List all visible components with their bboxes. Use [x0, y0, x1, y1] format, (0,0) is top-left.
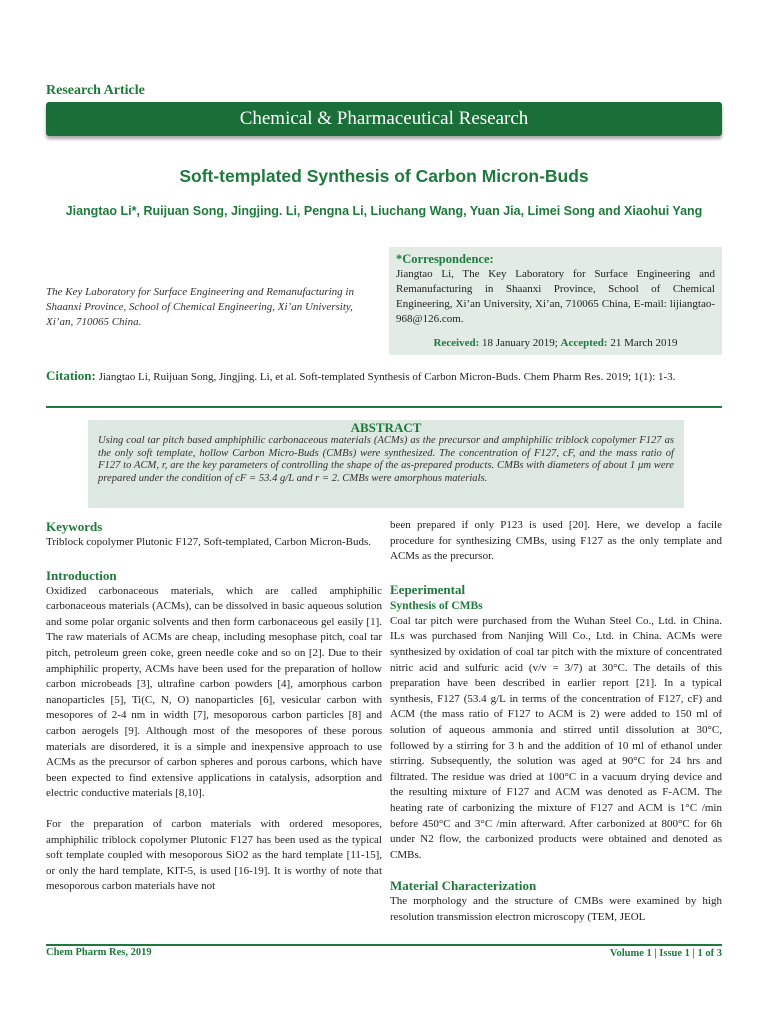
experimental-heading: Eeperimental [390, 581, 466, 597]
correspondence-box [389, 247, 722, 355]
footer-journal: Chem Pharm Res, 2019 [46, 947, 152, 958]
introduction-heading: Introduction [46, 567, 117, 583]
received-accepted-line [396, 336, 715, 351]
synthesis-heading: Synthesis of CMBs [390, 599, 483, 612]
characterization-heading: Material Characterization [390, 878, 537, 894]
citation [46, 368, 722, 385]
characterization-text: The morphology and the structure of CMBs were examined by high resolution transmission electron microscopy (TEM, JEOL [390, 895, 722, 923]
abstract-body: Using coal tar pitch based amphiphilic carbonaceous materials (ACMs) as the precursor and amphiphilic triblock copolymer F127 as the only soft template, hollow Carbon Micro-Buds (CMBs) were synthesized. The concentration of F127, cF, and the mass ratio of F127 to ACM, r, are the key parameters of controlling the shape of the as-prepared products. CMBs with diameters of about 1 μm were prepared under the condition of cF = 53.4 g/L and r = 2. CMBs were amorphous materials. [98, 435, 674, 484]
section-divider [46, 406, 722, 408]
received-label: Received: [433, 337, 480, 349]
journal-banner: Chemical & Pharmaceutical Research [46, 102, 722, 136]
correspondence-heading: *Correspondence: [396, 252, 494, 266]
citation-label: Citation: [46, 368, 96, 383]
citation-text: Jiangtao Li, Ruijuan Song, Jingjing. Li, et al. Soft-templated Synthesis of Carbon Micron-Buds. Chem Pharm Res. 2019; 1(1): 1-3. [98, 371, 676, 383]
right-column [390, 518, 722, 925]
correspondence-text: Jiangtao Li, The Key Laboratory for Surface Engineering and Remanufacturing in Shaanxi Province, School of Chemical Engineering, Xi’an University, Xi’an, 710065 China, E-mail: lijiangtao-968@126.com. [396, 268, 715, 325]
abstract-box [88, 420, 684, 508]
footer-volume: Volume 1 | Issue 1 | 1 of 3 [609, 948, 722, 959]
received-date: 18 January 2019; [482, 337, 558, 349]
introduction-paragraph-3: been prepared if only P123 is used [20]. Here, we develop a facile procedure for synthesizing CMBs, using F127 as the only template and ACMs as the precursor. [390, 519, 722, 563]
footer-divider [46, 944, 722, 946]
article-type: Research Article [46, 83, 145, 98]
keywords-text: Triblock copolymer Plutonic F127, Soft-templated, Carbon Micron-Buds. [46, 536, 371, 548]
affiliation: The Key Laboratory for Surface Engineering and Remanufacturing in Shaanxi Province, School of Chemical Engineering, Xi’an University, Xi’an, 710065 China. [46, 286, 354, 328]
introduction-paragraph-1: Oxidized carbonaceous materials, which are called amphiphilic carbonaceous materials (ACMs), can be dissolved in basic aqueous solution and some polar organic solvents and then form carbonaceous gel easily [1]. The raw materials of ACMs are cheap, including mesophase pitch, coal tar pitch, petroleum green coke, green needle coke and so on [2]. Due to their amphiphilic property, ACMs have been used for the preparation of hollow carbon microbeads [3], ultrafine carbon powders [4], amorphous carbon nanoparticles [5], Ti(C, N, O) nanoparticles [6], vesicular carbon with mesopores of 2-4 nm in width [7], mesoporous carbon particles [8] and carbon aerogels [9]. Although most of the mesopores of these porous materials are disordered, it is a simple and inexpensive approach to use ACMs as the precursor of carbon spheres and porous carbons, which have been expected to find extensive applications in catalysis, adsorption and electric conductive materials [8,10]. [46, 584, 382, 800]
accepted-label: Accepted: [560, 337, 608, 349]
abstract-heading: ABSTRACT [350, 420, 422, 435]
authors-line: Jiangtao Li*, Ruijuan Song, Jingjing. Li, Pengna Li, Liuchang Wang, Yuan Jia, Limei Song and Xiaohui Yang [65, 204, 703, 218]
keywords-heading: Keywords [46, 519, 103, 534]
accepted-date: 21 March 2019 [610, 337, 678, 349]
page-title: Soft-templated Synthesis of Carbon Micron-Buds [179, 166, 589, 186]
introduction-paragraph-2: For the preparation of carbon materials with ordered mesopores, amphiphilic triblock copolymer Plutonic F127 has been used as the typical soft template coupled with mesoporous SiO2 as the hard template [11-15], or only the hard template, KIT-5, is used [16-19]. It is worthy of note that mesoporous carbon materials have not [46, 817, 382, 893]
synthesis-text: Coal tar pitch were purchased from the Wuhan Steel Co., Ltd. in China. ILs was purchased from Nanjing Will Co., Ltd. in China. ACMs were synthesized by oxidation of coal tar pitch with the mixture of concentrated nitric acid and sulfuric acid (v/v = 3/7) at 30°C. The details of this preparation have been described in earlier report [21]. In a typical synthesis, F127 (53.4 g/L in terms of the concentration of F127, cF) and ACM (the mass ratio of F127 to ACM is 2) were added to 150 ml of solution of aqueous ammonia and stirred until dissolution at 30°C, followed by a stirring for 3 h and the addition of 10 ml of ethanol under stirring. Subsequently, the solution was aged at 90°C for 24 hrs and filtrated. The residue was dried at 100°C in a vacuum drying device and the resulting mixture of F127 and ACM was denoted as F-ACM. The heating rate of carbonizing the mixture of F127 and ACM is 1°C /min before 450°C and 3°C /min afterward. After carbonized at 800°C for 6h under N2 flow, the carbonized products were obtained and denoted as CMBs. [390, 614, 722, 861]
left-column [46, 518, 382, 895]
